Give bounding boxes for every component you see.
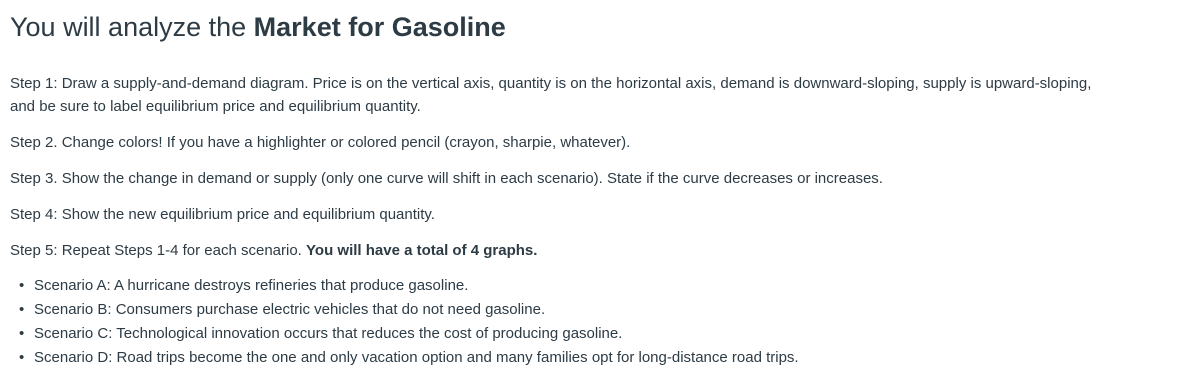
step-1: Step 1: Draw a supply-and-demand diagram. Price is on the vertical axis, quantity is on the horizontal axis, demand is downward-sloping, supply is upward-sloping, and be sure to label equilibrium price and equilibrium quantity. <box>10 75 1092 115</box>
page-title <box>10 10 1200 44</box>
step-4: Step 4: Show the new equilibrium price and equilibrium quantity. <box>10 206 435 223</box>
step-2: Step 2. Change colors! If you have a highlighter or colored pencil (crayon, sharpie, whatever). <box>10 134 631 151</box>
title-prefix: You will analyze the <box>10 12 254 42</box>
step-5-bold: You will have a total of 4 graphs. <box>306 242 538 259</box>
scenario-c: • Scenario C: Technological innovation occurs that reduces the cost of producing gasoline. <box>34 322 1200 346</box>
step-5-text: Step 5: Repeat Steps 1-4 for each scenario. <box>10 242 307 259</box>
title-bold: Market for Gasoline <box>253 12 506 42</box>
step-3: Step 3. Show the change in demand or supply (only one curve will shift in each scenario). State if the curve decreases or increases. <box>10 170 883 187</box>
scenario-list <box>10 274 1200 370</box>
scenario-d: • Scenario D: Road trips become the one and only vacation option and many families opt for long-distance road trips. <box>34 346 1200 370</box>
scenario-b: • Scenario B: Consumers purchase electric vehicles that do not need gasoline. <box>34 298 1200 322</box>
step-5 <box>10 239 1200 262</box>
scenario-a: • Scenario A: A hurricane destroys refineries that produce gasoline. <box>34 274 1200 298</box>
